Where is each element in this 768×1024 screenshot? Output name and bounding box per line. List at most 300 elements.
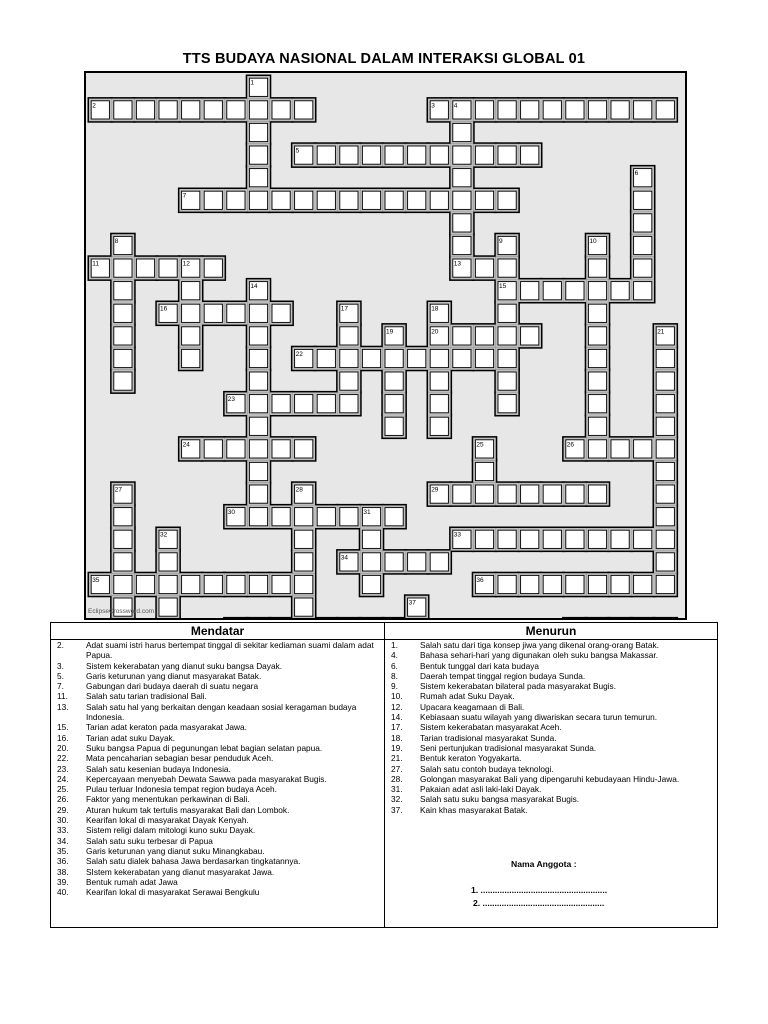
crossword-cell[interactable] — [249, 191, 267, 209]
crossword-cell[interactable] — [588, 101, 606, 119]
crossword-cell[interactable] — [475, 485, 493, 503]
crossword-cell[interactable] — [475, 101, 493, 119]
crossword-cell[interactable] — [634, 530, 652, 548]
crossword-cell[interactable] — [611, 101, 629, 119]
mendatar-clue-number: 23. — [57, 763, 69, 774]
clue-number-label: 24 — [182, 441, 190, 449]
crossword-cell[interactable] — [634, 236, 652, 254]
crossword-cell[interactable] — [295, 440, 313, 458]
crossword-cell[interactable] — [114, 508, 132, 526]
crossword-cell[interactable] — [204, 575, 222, 593]
crossword-cell[interactable] — [588, 259, 606, 277]
mendatar-clue-text: Salah satu kesenian budaya Indonesia. — [86, 763, 231, 774]
menurun-clue-number: 31. — [391, 784, 403, 795]
crossword-cell[interactable] — [182, 349, 200, 367]
mendatar-clue — [51, 702, 381, 723]
crossword-cell[interactable] — [475, 530, 493, 548]
menurun-clue — [385, 640, 715, 650]
crossword-cell[interactable] — [408, 349, 426, 367]
crossword-cell[interactable] — [249, 101, 267, 119]
clue-number-label: 35 — [92, 576, 100, 584]
menurun-clue-number: 8. — [391, 670, 398, 681]
member-names-heading: Nama Anggota : — [511, 859, 577, 869]
mendatar-clue-number: 7. — [57, 681, 64, 692]
crossword-cell[interactable] — [295, 101, 313, 119]
crossword-cell[interactable] — [159, 575, 177, 593]
crossword-cell[interactable] — [249, 395, 267, 413]
crossword-cell[interactable] — [588, 282, 606, 300]
crossword-cell[interactable] — [249, 462, 267, 480]
cell-outline — [336, 617, 362, 618]
clue-number-label: 27 — [114, 486, 123, 494]
mendatar-clue-number: 38. — [57, 866, 69, 877]
crossword-cell[interactable] — [182, 327, 200, 345]
clue-number-label: 11 — [92, 260, 99, 268]
clue-number-label: 26 — [566, 441, 575, 449]
crossword-cell[interactable] — [453, 146, 471, 164]
crossword-cell[interactable] — [588, 327, 606, 345]
crossword-cell[interactable] — [249, 575, 267, 593]
crossword-cell[interactable] — [634, 214, 652, 232]
clue-number-label: 9 — [499, 237, 503, 245]
crossword-cell[interactable] — [385, 191, 403, 209]
crossword-cell[interactable] — [498, 349, 516, 367]
menurun-clue-text: Bentuk keraton Yogyakarta. — [420, 753, 522, 764]
clue-number-label: 23 — [227, 396, 236, 404]
crossword-cell[interactable] — [611, 440, 629, 458]
mendatar-clue-text: Garis keturunan yang dianut suku Minangkabau. — [86, 845, 265, 856]
crossword-cell[interactable] — [521, 282, 539, 300]
menurun-clue-text: Bentuk tunggal dari kata budaya — [420, 660, 540, 671]
crossword-cell[interactable] — [317, 395, 335, 413]
crossword-cell[interactable] — [317, 508, 335, 526]
mendatar-clue-number: 20. — [57, 742, 69, 753]
mendatar-clue-number: 26. — [57, 794, 69, 805]
crossword-cell[interactable] — [385, 349, 403, 367]
crossword-cell[interactable] — [521, 485, 539, 503]
crossword-cell[interactable] — [588, 575, 606, 593]
crossword-cell[interactable] — [475, 259, 493, 277]
crossword-cell[interactable] — [498, 485, 516, 503]
crossword-cell[interactable] — [498, 575, 516, 593]
crossword-cell[interactable] — [475, 462, 493, 480]
mendatar-clue-number: 33. — [57, 825, 69, 836]
crossword-cell[interactable] — [634, 282, 652, 300]
clue-number-label: 6 — [634, 170, 639, 178]
crossword-cell[interactable] — [136, 575, 154, 593]
menurun-clue — [385, 805, 715, 815]
crossword-cell[interactable] — [588, 440, 606, 458]
crossword-cell[interactable] — [566, 485, 584, 503]
crossword-cell[interactable] — [656, 575, 674, 593]
crossword-cell[interactable] — [295, 530, 313, 548]
clue-number-label: 17 — [340, 305, 349, 313]
menurun-clue-number: 32. — [391, 794, 403, 805]
crossword-cell[interactable] — [385, 508, 403, 526]
mendatar-clue-number: 30. — [57, 815, 69, 826]
crossword-cell[interactable] — [566, 530, 584, 548]
mendatar-clue-text: Gabungan dari budaya daerah di suatu negara — [86, 681, 259, 692]
mendatar-clue-text: Kepercayaan menyebah Dewata Sawwa pada masyarakat Bugis. — [86, 773, 327, 784]
crossword-cell[interactable] — [362, 530, 380, 548]
mendatar-clue — [51, 661, 381, 671]
crossword-cell[interactable] — [295, 191, 313, 209]
crossword-cell[interactable] — [114, 101, 132, 119]
crossword-cell[interactable] — [114, 553, 132, 571]
menurun-clue-text: Sistem kekerabatan masyarakat Aceh. — [420, 722, 562, 733]
crossword-cell[interactable] — [634, 191, 652, 209]
crossword-cell[interactable] — [227, 191, 245, 209]
crossword-cell[interactable] — [475, 191, 493, 209]
crossword-cell[interactable] — [521, 530, 539, 548]
crossword-cell[interactable] — [114, 575, 132, 593]
crossword-cell[interactable] — [588, 530, 606, 548]
crossword-cell[interactable] — [588, 372, 606, 390]
cell-outline — [223, 617, 249, 618]
mendatar-heading: Mendatar — [190, 624, 245, 638]
crossword-cell[interactable] — [408, 191, 426, 209]
clue-number-label: 18 — [431, 305, 439, 313]
mendatar-clue-text: Mata pencaharian sebagian besar penduduk Aceh. — [86, 753, 274, 764]
crossword-cell[interactable] — [498, 101, 516, 119]
crossword-cell[interactable] — [340, 508, 358, 526]
crossword-cell[interactable] — [249, 508, 267, 526]
crossword-cell[interactable] — [114, 349, 132, 367]
crossword-cell[interactable] — [611, 530, 629, 548]
crossword-cell[interactable] — [634, 259, 652, 277]
menurun-clue-text: Kain khas masyarakat Batak. — [420, 804, 528, 815]
menurun-clue — [385, 794, 715, 804]
menurun-clue-text: Pakaian adat asli laki-laki Dayak. — [420, 784, 542, 795]
mendatar-clue-text: Sistem religi dalam mitologi kuno suku Dayak. — [86, 825, 256, 836]
clue-number-label: 4 — [453, 102, 458, 110]
mendatar-clue-text: SIstem kekerabatan yang dianut masyarakat Jawa. — [86, 866, 275, 877]
mendatar-clue-number: 16. — [57, 732, 69, 743]
crossword-cell[interactable] — [227, 440, 245, 458]
crossword-cell[interactable] — [498, 395, 516, 413]
crossword-cell[interactable] — [204, 304, 222, 322]
menurun-clue — [385, 753, 715, 763]
clue-number-label: 7 — [182, 192, 187, 200]
crossword-cell[interactable] — [656, 508, 674, 526]
mendatar-clue-text: Salah satu tarian tradisional Bali. — [86, 691, 207, 702]
menurun-clue — [385, 702, 715, 712]
crossword-cell[interactable] — [114, 327, 132, 345]
crossword-cell[interactable] — [204, 259, 222, 277]
crossword-cell[interactable] — [385, 395, 403, 413]
mendatar-clue — [51, 887, 381, 897]
crossword-cell[interactable] — [340, 191, 358, 209]
menurun-clue-text: Salah satu suku bangsa masyarakat Bugis. — [420, 794, 580, 805]
crossword-cell[interactable] — [114, 259, 132, 277]
crossword-cell[interactable] — [159, 598, 177, 616]
crossword-cell[interactable] — [159, 101, 177, 119]
crossword-cell[interactable] — [249, 440, 267, 458]
crossword-cell[interactable] — [272, 575, 290, 593]
crossword-cell[interactable] — [430, 417, 448, 435]
crossword-cell[interactable] — [295, 508, 313, 526]
crossword-cell[interactable] — [227, 304, 245, 322]
crossword-cell[interactable] — [453, 191, 471, 209]
mendatar-clue-number: 39. — [57, 876, 69, 887]
menurun-clue — [385, 681, 715, 691]
mendatar-clue — [51, 784, 381, 794]
crossword-cell[interactable] — [611, 575, 629, 593]
menurun-clue — [385, 650, 715, 660]
crossword-cell[interactable] — [295, 395, 313, 413]
mendatar-clue-text: Faktor yang menentukan perkawinan di Bali. — [86, 794, 250, 805]
crossword-cell[interactable] — [543, 530, 561, 548]
crossword-cell[interactable] — [249, 349, 267, 367]
crossword-cell[interactable] — [362, 191, 380, 209]
crossword-cell[interactable] — [475, 327, 493, 345]
mendatar-clue-number: 34. — [57, 835, 69, 846]
crossword-cell[interactable] — [249, 169, 267, 187]
menurun-clue — [385, 712, 715, 722]
crossword-cell[interactable] — [340, 327, 358, 345]
mendatar-clue — [51, 836, 381, 846]
crossword-cell[interactable] — [362, 349, 380, 367]
crossword-cell[interactable] — [475, 349, 493, 367]
crossword-cell[interactable] — [385, 553, 403, 571]
crossword-cell[interactable] — [272, 440, 290, 458]
crossword-cell[interactable] — [566, 101, 584, 119]
crossword-cell[interactable] — [656, 395, 674, 413]
crossword-cell[interactable] — [159, 259, 177, 277]
mendatar-clue-text: Garis keturunan yang dianut masyarakat Batak. — [86, 670, 262, 681]
mendatar-clue-number: 24. — [57, 773, 69, 784]
crossword-cell[interactable] — [295, 575, 313, 593]
crossword-cell[interactable] — [498, 304, 516, 322]
mendatar-clue-text: Aturan hukum tak tertulis masyarakat Bali dan Lombok. — [86, 804, 290, 815]
cell-outline — [246, 617, 272, 618]
crossword-cell[interactable] — [634, 101, 652, 119]
crossword-cell[interactable] — [634, 440, 652, 458]
cell-outline — [359, 617, 385, 618]
crossword-cell[interactable] — [114, 530, 132, 548]
mendatar-clue-text: Salah satu hal yang berkaitan dengan keadaan sosial keragaman budaya Indonesia. — [86, 701, 357, 723]
mendatar-clue-text: Adat suami istri harus bertempat tinggal di sekitar kediaman suami dalam adat Papua. — [86, 640, 374, 661]
page-title: TTS BUDAYA NASIONAL DALAM INTERAKSI GLOBAL 01 — [182, 51, 586, 67]
menurun-clue-number: 37. — [391, 804, 403, 815]
crossword-cell[interactable] — [430, 146, 448, 164]
crossword-cell[interactable] — [182, 575, 200, 593]
crossword-cell[interactable] — [430, 372, 448, 390]
crossword-cell[interactable] — [362, 146, 380, 164]
member-name-line-2: 2. ................................................... — [473, 898, 605, 908]
mendatar-clue-text: Bentuk rumah adat Jawa — [86, 876, 178, 887]
mendatar-clue-text: Tarian adat keraton pada masyarakat Jawa. — [86, 722, 247, 733]
crossword-cell[interactable] — [453, 123, 471, 141]
menurun-clue-number: 21. — [391, 753, 403, 764]
crossword-cell[interactable] — [498, 146, 516, 164]
crossword-cell[interactable] — [136, 101, 154, 119]
crossword-cell[interactable] — [521, 327, 539, 345]
crossword-cell[interactable] — [453, 169, 471, 187]
crossword-cell[interactable] — [453, 349, 471, 367]
crossword-cell[interactable] — [204, 101, 222, 119]
crossword-cell[interactable] — [475, 146, 493, 164]
crossword-cell[interactable] — [656, 372, 674, 390]
crossword-cell[interactable] — [249, 304, 267, 322]
clue-number-label: 28 — [295, 486, 303, 494]
crossword-cell[interactable] — [114, 282, 132, 300]
crossword-cell[interactable] — [362, 575, 380, 593]
crossword-cell[interactable] — [295, 598, 313, 616]
crossword-cell[interactable] — [498, 530, 516, 548]
crossword-cell[interactable] — [656, 462, 674, 480]
mendatar-clue-text: Salah satu dialek bahasa Jawa berdasarkan tingkatannya. — [86, 856, 301, 867]
crossword-cell[interactable] — [272, 191, 290, 209]
menurun-clue — [385, 743, 715, 753]
crossword-cell[interactable] — [430, 191, 448, 209]
crossword-cell[interactable] — [272, 101, 290, 119]
crossword-cell[interactable] — [340, 395, 358, 413]
crossword-cell[interactable] — [543, 101, 561, 119]
crossword-cell[interactable] — [272, 508, 290, 526]
crossword-cell[interactable] — [340, 146, 358, 164]
crossword-cell[interactable] — [249, 123, 267, 141]
crossword-cell[interactable] — [498, 259, 516, 277]
crossword-cell[interactable] — [317, 349, 335, 367]
crossword-cell[interactable] — [340, 349, 358, 367]
menurun-clue-number: 1. — [391, 640, 398, 650]
cell-outline — [268, 617, 294, 618]
clue-number-label: 3 — [431, 102, 435, 110]
crossword-cell[interactable] — [588, 395, 606, 413]
crossword-cell[interactable] — [136, 259, 154, 277]
mendatar-clue — [51, 753, 381, 763]
menurun-clue-text: Daerah tempat tinggal region budaya Sunda. — [420, 670, 586, 681]
crossword-cell[interactable] — [385, 372, 403, 390]
clue-number-label: 32 — [160, 531, 168, 539]
crossword-cell[interactable] — [272, 395, 290, 413]
crossword-cell[interactable] — [408, 553, 426, 571]
clue-number-label: 29 — [431, 486, 439, 494]
crossword-cell[interactable] — [453, 485, 471, 503]
crossword-cell[interactable] — [182, 304, 200, 322]
crossword-cell[interactable] — [521, 575, 539, 593]
crossword-cell[interactable] — [453, 214, 471, 232]
clues-box — [50, 622, 718, 928]
crossword-cell[interactable] — [656, 417, 674, 435]
crossword-cell[interactable] — [521, 146, 539, 164]
crossword-cell[interactable] — [227, 575, 245, 593]
crossword-cell[interactable] — [362, 553, 380, 571]
crossword-cell[interactable] — [249, 372, 267, 390]
crossword-grid-svg — [86, 73, 685, 618]
menurun-clue-text: Rumah adat Suku Dayak. — [420, 691, 515, 702]
crossword-cell[interactable] — [566, 282, 584, 300]
mendatar-clue-number: 2. — [57, 640, 64, 650]
menurun-clue-number: 4. — [391, 650, 398, 661]
crossword-cell[interactable] — [114, 372, 132, 390]
crossword-cell[interactable] — [385, 417, 403, 435]
crossword-cell[interactable] — [656, 530, 674, 548]
menurun-clue-text: Kebiasaan suatu wilayah yang diwariskan secara turun temurun. — [420, 712, 658, 723]
crossword-cell[interactable] — [656, 553, 674, 571]
crossword-cell[interactable] — [295, 553, 313, 571]
mendatar-clue — [51, 877, 381, 887]
crossword-cell[interactable] — [588, 304, 606, 322]
crossword-cell[interactable] — [498, 191, 516, 209]
crossword-cell[interactable] — [340, 372, 358, 390]
mendatar-clue — [51, 856, 381, 866]
crossword-cell[interactable] — [317, 191, 335, 209]
crossword-cell[interactable] — [227, 101, 245, 119]
crossword-cell[interactable] — [249, 327, 267, 345]
clue-number-label: 16 — [160, 305, 168, 313]
mendatar-clue-text: Sistem kekerabatan yang dianut suku bangsa Dayak. — [86, 660, 283, 671]
mendatar-clue-text: Kearifan lokal di masyarakat Serawai Bengkulu — [86, 887, 260, 898]
crossword-cell[interactable] — [588, 349, 606, 367]
mendatar-clue-number: 25. — [57, 784, 69, 795]
clue-number-label: 36 — [476, 576, 484, 584]
crossword-cell[interactable] — [430, 553, 448, 571]
menurun-clue-text: Salah satu dari tiga konsep jiwa yang dikenal orang-orang Batak. — [420, 640, 659, 650]
crossword-cell[interactable] — [430, 395, 448, 413]
crossword-cell[interactable] — [656, 485, 674, 503]
crossword-cell[interactable] — [521, 101, 539, 119]
mendatar-clue-number: 40. — [57, 887, 69, 898]
crossword-cell[interactable] — [317, 146, 335, 164]
crossword-cell[interactable] — [408, 146, 426, 164]
crossword-cell[interactable] — [272, 304, 290, 322]
clue-number-label: 14 — [250, 283, 258, 291]
mendatar-clue — [51, 764, 381, 774]
mendatar-clue — [51, 825, 381, 835]
crossword-cell[interactable] — [430, 349, 448, 367]
menurun-clue-text: Tarian tradisional masyarakat Sunda. — [420, 732, 557, 743]
clue-number-label: 19 — [386, 328, 394, 336]
crossword-cell[interactable] — [498, 327, 516, 345]
crossword-cell[interactable] — [588, 485, 606, 503]
crossword-cell[interactable] — [498, 372, 516, 390]
menurun-clue-text: Golongan masyarakat Bali yang dipengaruhi kebudayaan Hindu-Jawa. — [420, 773, 680, 784]
crossword-cell[interactable] — [634, 575, 652, 593]
crossword-cell[interactable] — [249, 417, 267, 435]
crossword-cell[interactable] — [182, 282, 200, 300]
crossword-cell[interactable] — [114, 304, 132, 322]
clue-number-label: 25 — [476, 441, 484, 449]
mendatar-clue — [51, 733, 381, 743]
mendatar-clue — [51, 846, 381, 856]
crossword-cell[interactable] — [249, 485, 267, 503]
crossword-cell[interactable] — [159, 553, 177, 571]
crossword-cell[interactable] — [182, 101, 200, 119]
clue-number-label: 34 — [340, 554, 349, 562]
crossword-cell[interactable] — [611, 282, 629, 300]
crossword-cell[interactable] — [656, 101, 674, 119]
crossword-cell[interactable] — [453, 236, 471, 254]
crossword-cell[interactable] — [656, 349, 674, 367]
crossword-cell[interactable] — [249, 146, 267, 164]
cell-outline — [585, 617, 611, 618]
crossword-cell[interactable] — [566, 575, 584, 593]
crossword-cell[interactable] — [543, 575, 561, 593]
mendatar-clue-text: Salah satu suku terbesar di Papua — [86, 835, 213, 846]
crossword-cell[interactable] — [588, 417, 606, 435]
mendatar-clue-text: Tarian adat suku Dayak. — [86, 732, 176, 743]
crossword-cell[interactable] — [656, 440, 674, 458]
crossword-cell[interactable] — [204, 440, 222, 458]
crossword-cell[interactable] — [385, 146, 403, 164]
crossword-cell[interactable] — [543, 485, 561, 503]
crossword-cell[interactable] — [543, 282, 561, 300]
crossword-cell[interactable] — [204, 191, 222, 209]
crossword-cell[interactable] — [453, 327, 471, 345]
mendatar-clue — [51, 815, 381, 825]
